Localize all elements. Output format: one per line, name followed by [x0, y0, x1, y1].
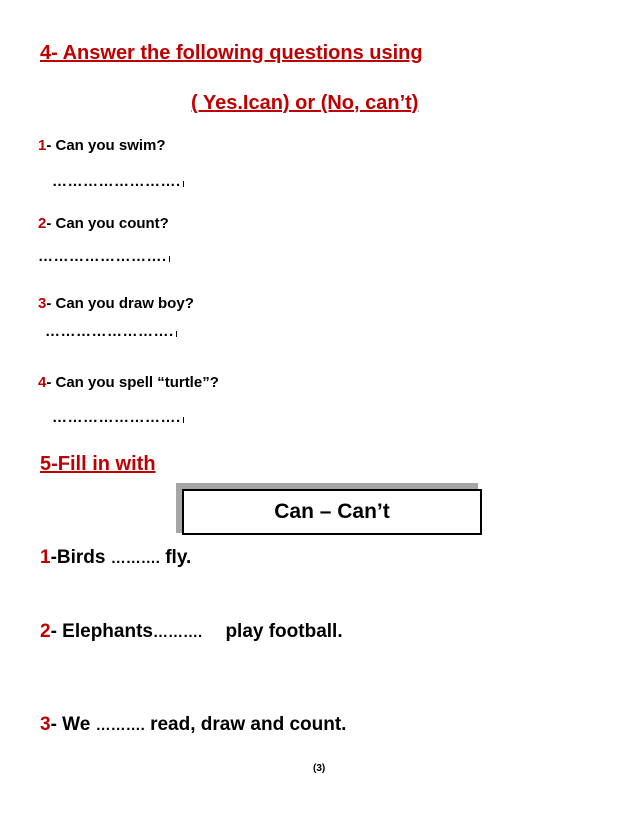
item-after: fly.: [165, 547, 192, 568]
answer-blank-3[interactable]: [45, 323, 177, 340]
fill-blank[interactable]: ……….: [152, 624, 203, 641]
fill-blank[interactable]: ……….: [110, 550, 160, 567]
question-text: - Can you spell “turtle”?: [46, 374, 219, 391]
answer-end-mark: [176, 331, 177, 337]
answer-dots: …………………….: [52, 173, 181, 190]
word-box: [182, 489, 482, 535]
page-number: (3): [313, 763, 326, 774]
item-before: - Elephants: [50, 621, 153, 642]
answer-blank-1[interactable]: [52, 173, 184, 190]
word-box-label: Can – Can’t: [274, 500, 390, 523]
question-number: 1: [38, 137, 47, 154]
answer-end-mark: [169, 256, 170, 262]
answer-dots: …………………….: [52, 409, 181, 426]
question-number: 3: [38, 295, 47, 312]
item-number: 3: [40, 714, 51, 735]
item-after: play football.: [225, 621, 343, 642]
question-2: [38, 215, 169, 232]
question-4: [38, 374, 219, 391]
item-before: -Birds: [50, 547, 106, 568]
question-text: - Can you count?: [46, 215, 169, 232]
answer-dots: …………………….: [38, 248, 167, 265]
item-number: 1: [40, 547, 51, 568]
question-number: 4: [38, 374, 47, 391]
question-3: [38, 295, 194, 312]
fill-item-1: [40, 547, 191, 569]
section-5-heading: 5-Fill in with: [40, 453, 156, 475]
section-4-subheading: ( Yes.Ican) or (No, can’t): [191, 92, 419, 114]
question-text: - Can you draw boy?: [46, 295, 194, 312]
fill-item-2: [40, 621, 343, 643]
question-number: 2: [38, 215, 47, 232]
answer-end-mark: [183, 181, 184, 187]
item-after: read, draw and count.: [150, 714, 347, 735]
fill-item-3: [40, 714, 346, 736]
fill-blank[interactable]: ……….: [95, 717, 145, 734]
answer-dots: …………………….: [45, 323, 174, 340]
section-4-heading: 4- Answer the following questions using: [40, 42, 423, 64]
answer-blank-2[interactable]: [38, 248, 170, 265]
item-number: 2: [40, 621, 51, 642]
question-text: - Can you swim?: [46, 137, 166, 154]
question-1: [38, 137, 166, 154]
item-before: - We: [50, 714, 91, 735]
answer-end-mark: [183, 417, 184, 423]
answer-blank-4[interactable]: [52, 409, 184, 426]
